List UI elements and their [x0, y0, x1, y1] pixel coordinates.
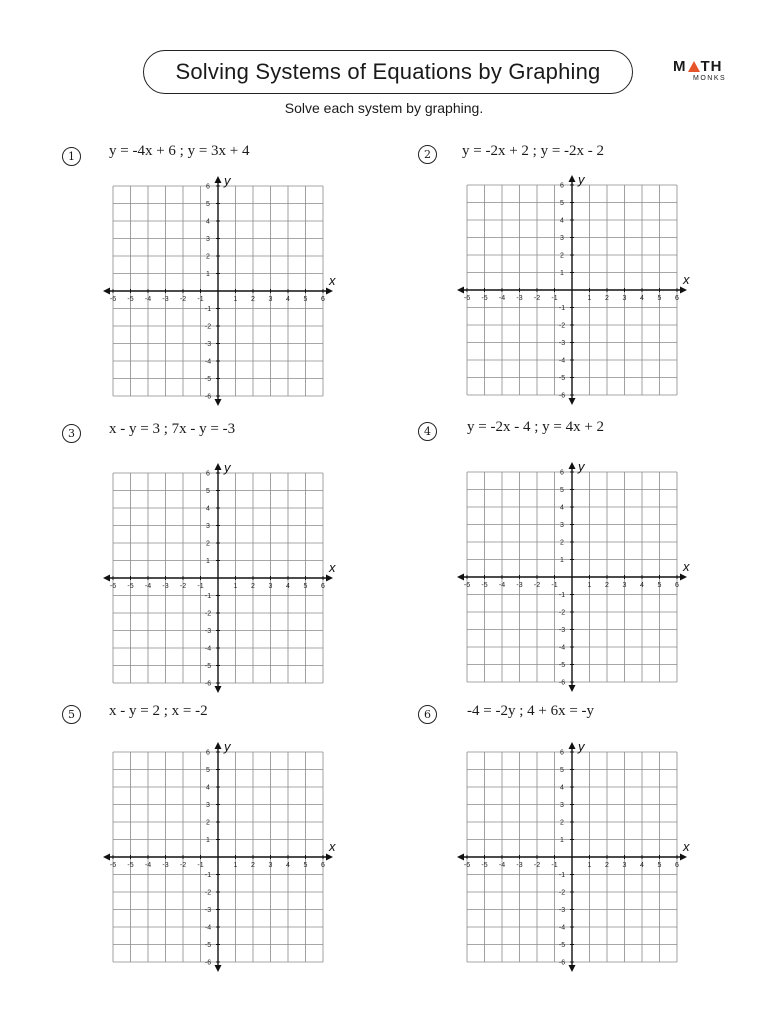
y-axis-arrow-down: [215, 399, 222, 406]
y-tick-label: -1: [204, 593, 212, 600]
x-axis-label: x: [329, 560, 336, 575]
y-tick-label: -2: [204, 889, 212, 897]
x-tick-label: -1: [551, 582, 558, 589]
y-tick-label: -3: [558, 907, 566, 914]
y-tick-label: 5: [560, 487, 564, 494]
x-tick-label: 6: [321, 583, 325, 590]
equation-system: y = -4x + 6 ; y = 3x + 4: [109, 143, 250, 159]
y-tick-label: -2: [204, 610, 212, 618]
y-axis-arrow-down: [569, 398, 576, 405]
x-tick-label: -6: [109, 296, 117, 303]
x-tick-label: -4: [144, 296, 152, 303]
x-tick-label: -2: [179, 862, 187, 869]
logo-wordmark: [673, 58, 729, 75]
x-tick-label: -3: [162, 862, 169, 869]
x-axis-arrow-left: [457, 854, 464, 861]
y-tick-label: -2: [204, 323, 212, 331]
worksheet-title: Solving Systems of Equations by Graphing: [175, 59, 601, 84]
problem-number: 6: [418, 705, 437, 724]
x-tick-label: 1: [233, 862, 238, 869]
x-tick-label: 4: [640, 582, 644, 589]
problem-number: 4: [418, 422, 437, 441]
problem-number: 2: [418, 145, 437, 164]
coordinate-grid[interactable]: [457, 172, 690, 405]
y-tick-label: -2: [558, 322, 566, 330]
problem-number: 3: [62, 424, 81, 443]
y-tick-label: -5: [558, 375, 566, 382]
x-axis-label: x: [329, 273, 336, 288]
y-axis-label: y: [578, 459, 585, 474]
y-tick-label: 4: [206, 505, 210, 513]
y-tick-label: 5: [206, 767, 210, 774]
y-tick-label: -3: [558, 627, 566, 634]
x-axis-arrow-right: [680, 574, 687, 581]
x-tick-label: -6: [463, 295, 471, 302]
x-axis-arrow-right: [680, 854, 687, 861]
coordinate-grid[interactable]: [103, 460, 336, 693]
y-tick-label: -4: [204, 645, 212, 653]
y-tick-label: 3: [560, 802, 564, 809]
y-tick-label: -5: [204, 376, 212, 383]
x-tick-label: -5: [127, 862, 134, 869]
x-tick-label: -4: [498, 862, 506, 869]
x-tick-label: -2: [179, 296, 187, 303]
x-tick-label: 3: [268, 296, 273, 303]
y-tick-label: -1: [558, 872, 566, 879]
x-tick-label: 3: [622, 582, 627, 589]
y-tick-label: -1: [558, 305, 566, 312]
y-tick-label: -6: [558, 679, 566, 687]
instructions: Solve each system by graphing.: [284, 100, 484, 116]
x-axis-label: x: [683, 839, 690, 854]
y-tick-label: -3: [204, 341, 212, 348]
y-tick-label: 6: [206, 183, 210, 191]
y-axis-arrow-up: [569, 175, 576, 182]
x-tick-label: -5: [127, 296, 134, 303]
y-tick-label: 3: [560, 235, 564, 242]
logo-monks-text: MONKS: [693, 75, 727, 82]
x-axis-arrow-left: [457, 287, 464, 294]
y-tick-label: -5: [558, 662, 566, 669]
y-tick-label: 6: [560, 749, 564, 757]
x-tick-label: 1: [587, 862, 592, 869]
y-tick-label: 3: [206, 802, 210, 809]
y-axis-arrow-down: [215, 686, 222, 693]
y-axis-label: y: [224, 173, 231, 188]
equation-system: x - y = 3 ; 7x - y = -3: [109, 421, 236, 437]
x-axis-arrow-left: [103, 854, 110, 861]
x-tick-label: 3: [622, 862, 627, 869]
y-tick-label: -1: [558, 592, 566, 599]
problem-number: 1: [62, 147, 81, 166]
x-tick-label: 2: [251, 583, 255, 590]
y-tick-label: -6: [204, 680, 212, 688]
x-tick-label: -1: [197, 862, 204, 869]
triangle-icon: [688, 61, 700, 72]
y-tick-label: 1: [560, 557, 564, 564]
coordinate-grid[interactable]: [457, 459, 690, 692]
y-tick-label: -2: [558, 889, 566, 897]
y-tick-label: 1: [560, 837, 564, 844]
y-tick-label: 4: [560, 217, 564, 225]
y-tick-label: -2: [558, 609, 566, 617]
equation-system: y = -2x - 4 ; y = 4x + 2: [467, 419, 605, 435]
y-tick-label: 1: [560, 270, 564, 277]
x-axis-arrow-right: [680, 287, 687, 294]
mathmonks-logo: [673, 58, 729, 82]
y-tick-label: -3: [558, 340, 566, 347]
x-tick-label: 6: [675, 862, 679, 869]
x-tick-label: -6: [109, 583, 117, 590]
x-tick-label: 3: [268, 583, 273, 590]
x-axis-arrow-left: [103, 288, 110, 295]
x-tick-label: -5: [481, 862, 488, 869]
y-axis-arrow-down: [569, 685, 576, 692]
x-tick-label: 5: [303, 296, 308, 303]
y-tick-label: 2: [206, 540, 210, 548]
y-tick-label: 2: [206, 819, 210, 827]
coordinate-grid[interactable]: [103, 173, 336, 406]
y-tick-label: 5: [206, 488, 210, 495]
equation-system: -4 = -2y ; 4 + 6x = -y: [467, 703, 595, 719]
y-axis-arrow-up: [569, 462, 576, 469]
x-tick-label: 1: [233, 583, 238, 590]
x-tick-label: 6: [321, 862, 325, 869]
logo-letter-m: M: [673, 58, 687, 75]
y-tick-label: 1: [206, 837, 210, 844]
y-tick-label: -3: [204, 628, 212, 635]
x-tick-label: -1: [551, 862, 558, 869]
equation-system: y = -2x + 2 ; y = -2x - 2: [462, 143, 605, 159]
x-tick-label: 2: [605, 862, 609, 869]
y-tick-label: -4: [558, 357, 566, 365]
y-tick-label: 2: [560, 819, 564, 827]
x-axis-arrow-left: [103, 575, 110, 582]
logo-letters-th: TH: [700, 58, 723, 75]
x-tick-label: 5: [303, 583, 308, 590]
y-tick-label: -5: [558, 942, 566, 949]
x-tick-label: -2: [533, 862, 541, 869]
y-tick-label: 6: [206, 749, 210, 757]
x-tick-label: 6: [321, 296, 325, 303]
y-axis-label: y: [578, 739, 585, 754]
x-tick-label: -6: [463, 862, 471, 869]
y-tick-label: -6: [204, 959, 212, 967]
y-tick-label: -4: [558, 644, 566, 652]
x-axis-label: x: [329, 839, 336, 854]
x-tick-label: 1: [587, 582, 592, 589]
y-tick-label: -6: [204, 393, 212, 401]
x-tick-label: 1: [233, 296, 238, 303]
y-tick-label: 5: [206, 201, 210, 208]
x-tick-label: -1: [551, 295, 558, 302]
x-tick-label: -6: [463, 582, 471, 589]
y-tick-label: 1: [206, 558, 210, 565]
y-tick-label: -1: [204, 872, 212, 879]
x-tick-label: -1: [197, 296, 204, 303]
y-axis-arrow-up: [215, 742, 222, 749]
y-tick-label: 6: [560, 182, 564, 190]
y-tick-label: 4: [560, 504, 564, 512]
x-tick-label: -4: [498, 582, 506, 589]
x-tick-label: -2: [179, 583, 187, 590]
y-tick-label: -5: [204, 663, 212, 670]
equation-system: x - y = 2 ; x = -2: [109, 703, 208, 719]
y-tick-label: 5: [560, 767, 564, 774]
y-tick-label: -3: [204, 907, 212, 914]
y-axis-arrow-down: [569, 965, 576, 972]
x-tick-label: -3: [162, 296, 169, 303]
x-axis-label: x: [683, 559, 690, 574]
x-tick-label: 4: [286, 583, 290, 590]
y-tick-label: -4: [204, 924, 212, 932]
y-tick-label: 5: [560, 200, 564, 207]
x-tick-label: 2: [605, 582, 609, 589]
x-tick-label: 5: [657, 582, 662, 589]
x-tick-label: -3: [516, 295, 523, 302]
y-tick-label: 3: [206, 523, 210, 530]
y-tick-label: 2: [560, 252, 564, 260]
y-tick-label: -4: [558, 924, 566, 932]
x-axis-arrow-right: [326, 575, 333, 582]
x-tick-label: 3: [622, 295, 627, 302]
y-axis-label: y: [224, 739, 231, 754]
x-tick-label: -3: [162, 583, 169, 590]
y-tick-label: 4: [560, 784, 564, 792]
y-tick-label: 4: [206, 218, 210, 226]
x-tick-label: -3: [516, 582, 523, 589]
worksheet-title-frame: [143, 50, 633, 94]
y-axis-label: y: [578, 172, 585, 187]
x-tick-label: 5: [657, 862, 662, 869]
x-axis-arrow-left: [457, 574, 464, 581]
x-tick-label: -1: [197, 583, 204, 590]
y-tick-label: -6: [558, 392, 566, 400]
x-axis-arrow-right: [326, 854, 333, 861]
x-tick-label: 2: [251, 862, 255, 869]
y-tick-label: -6: [558, 959, 566, 967]
y-axis-arrow-up: [215, 176, 222, 183]
y-axis-arrow-down: [215, 965, 222, 972]
y-tick-label: -5: [204, 942, 212, 949]
x-tick-label: -3: [516, 862, 523, 869]
x-tick-label: -2: [533, 582, 541, 589]
y-axis-arrow-up: [569, 742, 576, 749]
x-tick-label: 4: [286, 296, 290, 303]
x-tick-label: 1: [587, 295, 592, 302]
y-axis-label: y: [224, 460, 231, 475]
y-tick-label: 3: [206, 236, 210, 243]
x-tick-label: 3: [268, 862, 273, 869]
y-tick-label: -4: [204, 358, 212, 366]
y-tick-label: 3: [560, 522, 564, 529]
x-tick-label: -5: [481, 295, 488, 302]
x-tick-label: 5: [303, 862, 308, 869]
y-tick-label: 2: [206, 253, 210, 261]
x-tick-label: 2: [251, 296, 255, 303]
x-tick-label: 2: [605, 295, 609, 302]
x-tick-label: 4: [640, 295, 644, 302]
x-tick-label: -4: [144, 583, 152, 590]
y-tick-label: -1: [204, 306, 212, 313]
x-tick-label: -5: [481, 582, 488, 589]
y-tick-label: 2: [560, 539, 564, 547]
x-axis-arrow-right: [326, 288, 333, 295]
problem-number: 5: [62, 705, 81, 724]
x-tick-label: 4: [286, 862, 290, 869]
x-tick-label: 4: [640, 862, 644, 869]
x-axis-label: x: [683, 272, 690, 287]
x-tick-label: -6: [109, 862, 117, 869]
y-tick-label: 1: [206, 271, 210, 278]
y-tick-label: 4: [206, 784, 210, 792]
coordinate-grid[interactable]: [103, 739, 336, 972]
x-tick-label: -4: [144, 862, 152, 869]
x-tick-label: 6: [675, 582, 679, 589]
y-axis-arrow-up: [215, 463, 222, 470]
y-tick-label: 6: [206, 470, 210, 478]
coordinate-grid[interactable]: [457, 739, 690, 972]
y-tick-label: 6: [560, 469, 564, 477]
x-tick-label: 5: [657, 295, 662, 302]
x-tick-label: -4: [498, 295, 506, 302]
x-tick-label: -2: [533, 295, 541, 302]
x-tick-label: -5: [127, 583, 134, 590]
x-tick-label: 6: [675, 295, 679, 302]
